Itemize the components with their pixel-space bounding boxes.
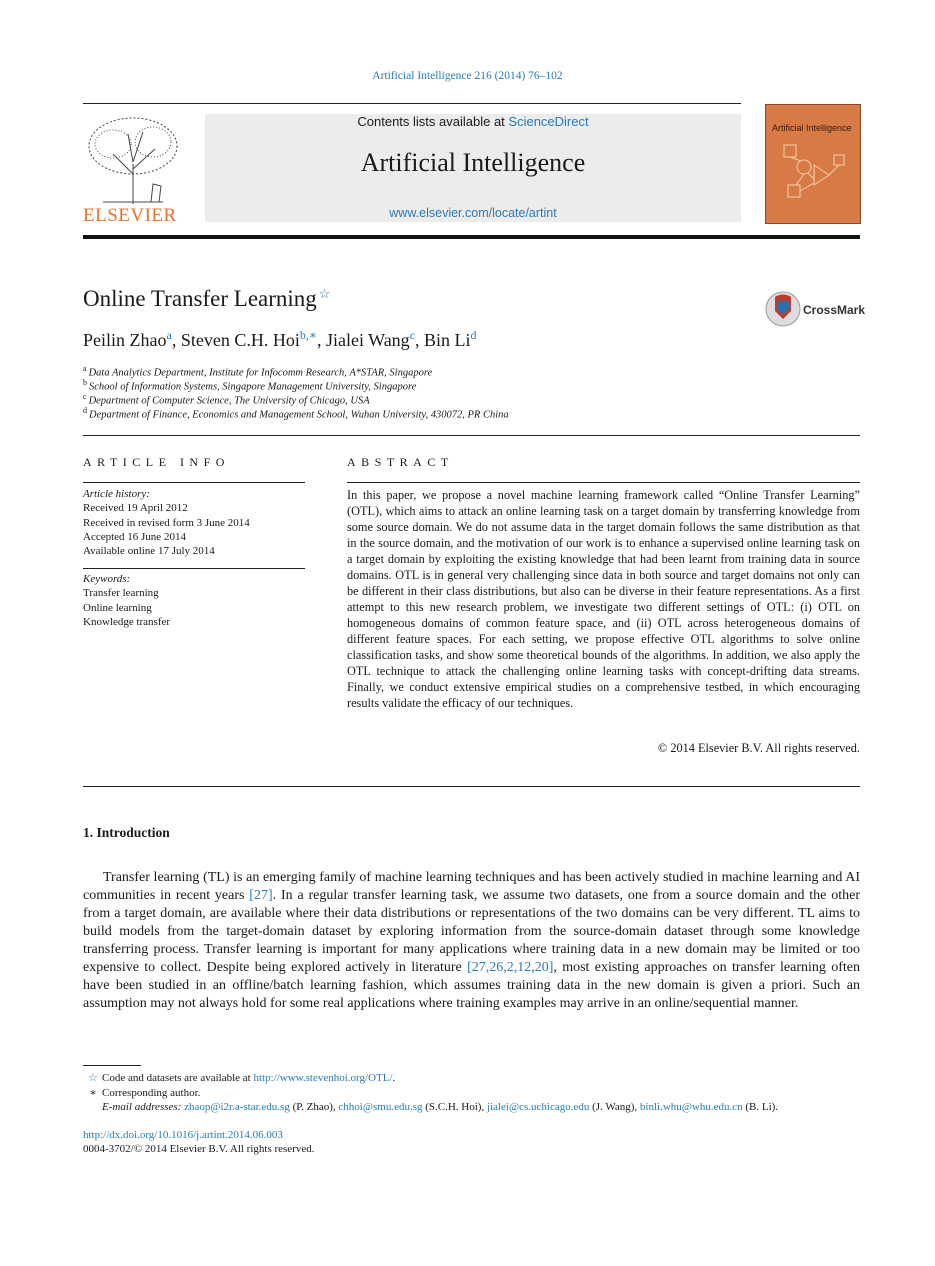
author-affiliation-mark[interactable]: d bbox=[470, 328, 477, 342]
abstract-heading: ABSTRACT bbox=[347, 455, 454, 469]
email-link[interactable]: binli.whu@whu.edu.cn bbox=[639, 1101, 743, 1113]
email-owner: (S.C.H. Hoi), bbox=[422, 1101, 487, 1113]
author-name: Bin Li bbox=[424, 330, 471, 350]
keyword-item: Online learning bbox=[83, 601, 152, 614]
journal-reference[interactable]: Artificial Intelligence 216 (2014) 76–102 bbox=[372, 70, 563, 82]
contents-line bbox=[205, 114, 741, 129]
title-footnote-star-icon[interactable]: ☆ bbox=[318, 286, 331, 301]
affiliation-item bbox=[83, 406, 509, 421]
keywords-rule bbox=[83, 568, 305, 569]
footnote-corresponding bbox=[83, 1086, 200, 1099]
footnote-emails bbox=[102, 1101, 778, 1113]
citation-link[interactable]: [27] bbox=[249, 888, 273, 903]
elsevier-wordmark: ELSEVIER bbox=[83, 205, 177, 226]
intro-text: Transfer learning (TL) is an emerging family of machine learning techniques and has been actively studied in machine learning and AI communities in recent years bbox=[83, 870, 860, 903]
author-separator: , bbox=[171, 330, 181, 350]
abstract-copyright: © 2014 Elsevier B.V. All rights reserved. bbox=[657, 741, 860, 755]
affiliation-mark: c bbox=[83, 392, 87, 401]
intro-text: . In a regular transfer learning task, we assume two datasets, one from a source domain and the other from a target domain, are available where their data distributions or representations of the two domains can be very different. TL aims to build models from the target-domain dataset by exploring information from the source-domain dataset through some knowledge transferring process. Transfer learning is important for many applications where training data in a new domain may be limited or too expensive to collect. Despite being explored actively in literature bbox=[83, 888, 860, 975]
author-separator: , bbox=[316, 330, 326, 350]
section-heading-introduction: 1. Introduction bbox=[83, 825, 170, 840]
affiliation-text: Department of Computer Science, The University of Chicago, USA bbox=[88, 395, 370, 407]
footnote-rule bbox=[83, 1065, 141, 1066]
header-rule bbox=[83, 103, 741, 104]
keyword-item: Knowledge transfer bbox=[83, 615, 171, 628]
journal-url[interactable]: www.elsevier.com/locate/artint bbox=[389, 206, 557, 220]
cover-graph-art bbox=[774, 137, 854, 217]
citation-link[interactable]: [27,26,2,12,20] bbox=[467, 960, 554, 975]
crossmark-badge[interactable] bbox=[765, 291, 866, 327]
footnote-star-icon: ☆ bbox=[88, 1072, 98, 1084]
header-thick-rule bbox=[83, 235, 860, 239]
affil-rule bbox=[83, 435, 860, 436]
email-link[interactable]: zhaop@i2r.a-star.edu.sg bbox=[184, 1101, 290, 1113]
email-owner: (P. Zhao), bbox=[289, 1101, 339, 1113]
journal-title: Artificial Intelligence bbox=[360, 148, 586, 177]
doi-link[interactable]: http://dx.doi.org/10.1016/j.artint.2014.06.003 bbox=[83, 1129, 283, 1141]
affiliation-text: Department of Finance, Economics and Management School, Wuhan University, 430072, PR China bbox=[89, 409, 509, 421]
affiliation-text: Data Analytics Department, Institute for Infocomm Research, A*STAR, Singapore bbox=[88, 367, 433, 379]
author-name: Jialei Wang bbox=[325, 330, 410, 350]
affiliation-item bbox=[83, 392, 370, 407]
author-affiliation-mark[interactable]: a bbox=[166, 328, 172, 342]
author-affiliation-mark[interactable]: b,∗ bbox=[299, 328, 317, 342]
crossmark-icon bbox=[765, 291, 801, 327]
history-item: Received in revised form 3 June 2014 bbox=[83, 516, 250, 529]
affiliation-text: School of Information Systems, Singapore Management University, Singapore bbox=[89, 381, 417, 393]
corresponding-author-text: Corresponding author. bbox=[102, 1087, 201, 1099]
abstract-text: In this paper, we propose a novel machine learning framework called “Online Transfer Learning” (OTL), which aims to attack an online learning task on a target domain by transferring knowledge from some source domain. We do not assume data in the target domain follows the same distribution as that in the source domain, and the motivation of our work is to enhance a supervised online learning task on a target domain by exploiting the existing knowledge that had been learnt from training data in source domains. OTL is in general very challenging since data in both source and target domains not only can be different in their class distributions, but also can be diverse in their feature representations. As a first attempt to this new research problem, we investigate two different settings of OTL: (i) OTL on homogeneous domains of common feature space, and (ii) OTL across heterogeneous domains of different feature spaces. For each setting, we propose effective OTL algorithms to solve online classification tasks, and show some theoretical bounds of the algorithms. In addition, we also apply the OTL technique to attack the challenging online learning tasks with concept-drifting data streams. Finally, we conduct extensive empirical studies on a comprehensive testbed, in which encouraging results validate the efficacy of our techniques. bbox=[347, 488, 860, 710]
article-info-heading: ARTICLE INFO bbox=[83, 455, 230, 469]
author-name: Steven C.H. Hoi bbox=[180, 330, 300, 350]
author-separator: , bbox=[415, 330, 425, 350]
affiliation-mark: b bbox=[83, 378, 87, 387]
history-item: Available online 17 July 2014 bbox=[83, 545, 215, 558]
history-item: Accepted 16 June 2014 bbox=[83, 530, 186, 543]
intro-paragraph bbox=[83, 869, 860, 1013]
author-affiliation-mark[interactable]: c bbox=[409, 328, 416, 342]
email-owner: (J. Wang), bbox=[589, 1101, 640, 1113]
author-list bbox=[83, 328, 477, 351]
affiliation-item bbox=[83, 364, 432, 379]
cover-title: Artificial Intelligence bbox=[772, 123, 852, 133]
journal-cover bbox=[765, 104, 861, 224]
email-label: E-mail addresses: bbox=[102, 1101, 185, 1113]
abstract-bottom-rule bbox=[83, 786, 860, 787]
issn-line: 0004-3702/© 2014 Elsevier B.V. All rights reserved. bbox=[83, 1143, 315, 1155]
elsevier-tree-logo bbox=[83, 114, 183, 206]
article-history bbox=[83, 487, 250, 558]
history-label: Article history: bbox=[83, 488, 150, 500]
article-info-rule bbox=[83, 482, 305, 483]
crossmark-label: CrossMark bbox=[803, 303, 866, 317]
keywords bbox=[83, 572, 170, 629]
footnote-period: . bbox=[392, 1072, 396, 1084]
footnote-code bbox=[83, 1071, 395, 1084]
footnote-code-text: Code and datasets are available at bbox=[102, 1072, 254, 1084]
affiliation-item bbox=[83, 378, 416, 393]
asterisk-icon: ∗ bbox=[89, 1087, 97, 1099]
email-link[interactable]: chhoi@smu.edu.sg bbox=[338, 1101, 423, 1113]
code-url-link[interactable]: http://www.stevenhoi.org/OTL/ bbox=[253, 1072, 393, 1084]
history-item: Received 19 April 2012 bbox=[83, 502, 188, 515]
keywords-label: Keywords: bbox=[83, 573, 131, 585]
sciencedirect-link[interactable]: ScienceDirect bbox=[508, 114, 589, 129]
keyword-item: Transfer learning bbox=[83, 587, 159, 600]
journal-banner bbox=[205, 114, 741, 222]
intro-text: , most existing approaches on transfer learning often have been studied in an offline/batch learning fashion, which assumes training data in the new domain is given a priori. Such an assumption may not always hold for some real applications where training examples may arrive in an online/sequential manner. bbox=[83, 960, 860, 1011]
contents-prefix: Contents lists available at bbox=[357, 114, 509, 129]
affiliation-mark: d bbox=[83, 406, 87, 415]
author-name: Peilin Zhao bbox=[83, 330, 167, 350]
article-title-text: Online Transfer Learning bbox=[83, 286, 317, 311]
article-title bbox=[83, 286, 330, 312]
email-owner: (B. Li). bbox=[742, 1101, 779, 1113]
email-link[interactable]: jialei@cs.uchicago.edu bbox=[486, 1101, 590, 1113]
abstract-rule bbox=[347, 482, 860, 483]
affiliation-mark: a bbox=[83, 364, 87, 373]
